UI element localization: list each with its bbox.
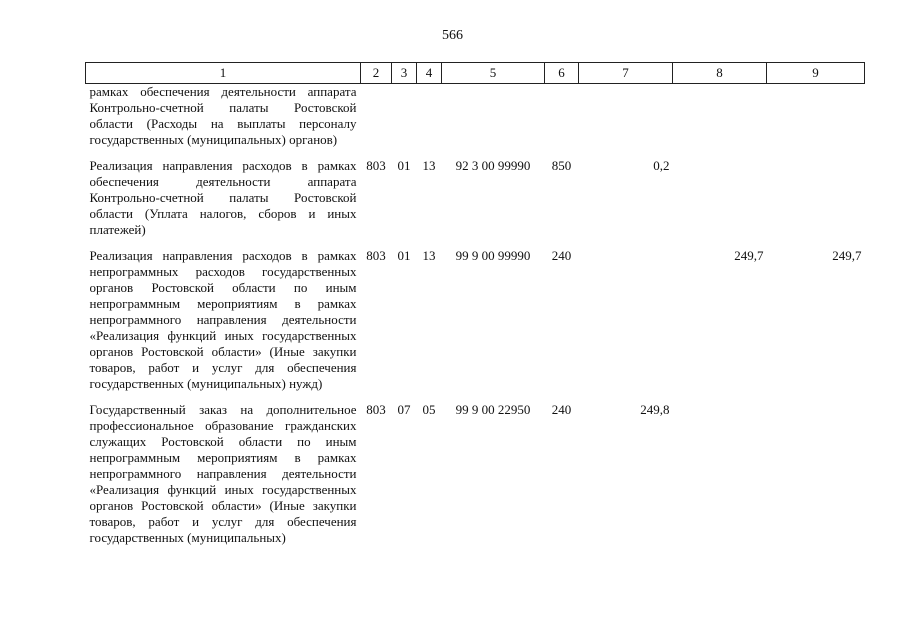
row-col6: 850 [551, 158, 572, 173]
row-col8 [673, 398, 767, 552]
row-col6 [545, 84, 579, 155]
column-header-4: 4 [417, 63, 442, 84]
budget-table [85, 62, 865, 552]
row-col3: 07 [397, 402, 411, 417]
row-col7 [579, 244, 673, 398]
column-header-9: 9 [767, 63, 865, 84]
row-col4: 13 [422, 248, 436, 263]
row-col9 [767, 398, 865, 552]
row-col8 [673, 84, 767, 155]
row-description: рамках обеспечения деятельности аппарата Контрольно-счетной палаты Ростовской области (Расходы на выплаты персоналу государственных (муниципальных) органов) [89, 84, 357, 147]
row-col9: 249,7 [832, 248, 862, 263]
row-col7: 0,2 [653, 158, 670, 173]
column-header-3: 3 [392, 63, 417, 84]
table-row [86, 84, 865, 155]
row-col4: 13 [422, 158, 436, 173]
page-number: 566 [442, 28, 463, 43]
row-col5 [442, 84, 545, 155]
table-row [86, 398, 865, 552]
row-col2: 803 [366, 248, 386, 263]
row-col7 [579, 84, 673, 155]
row-col8: 249,7 [734, 248, 764, 263]
table-row [86, 244, 865, 398]
row-col2: 803 [366, 402, 386, 417]
row-description: Реализация направления расходов в рамках непрограммных расходов государственных органов Ростовской области по иным непрограммным мероприятиям в рамках непрограммного направления деятельности «Реализация функций иных государственных органов Ростовской области» (Иные закупки товаров, работ и услуг для обеспечения государственных (муниципальных) нужд) [89, 248, 357, 391]
row-col5: 99 9 00 22950 [455, 402, 531, 417]
row-col8 [673, 154, 767, 244]
row-description: Государственный заказ на дополнительное профессиональное образование гражданских служащих Ростовской области по иным непрограммным мероприятиям в рамках непрограммного направления деятельности «Реализация функций иных государственных органов Ростовской области» (Иные закупки товаров, работ и услуг для обеспечения государственных (муниципальных) [89, 402, 357, 545]
column-header-8: 8 [673, 63, 767, 84]
column-header-7: 7 [579, 63, 673, 84]
column-header-6: 6 [545, 63, 579, 84]
row-col2: 803 [366, 158, 386, 173]
row-col7: 249,8 [640, 402, 670, 417]
column-header-2: 2 [361, 63, 392, 84]
row-col5: 99 9 00 99990 [455, 248, 531, 263]
row-description: Реализация направления расходов в рамках обеспечения деятельности аппарата Контрольно-счетной палаты Ростовской области (Уплата налогов, сборов и иных платежей) [89, 158, 357, 237]
row-col3: 01 [397, 248, 411, 263]
column-header-5: 5 [442, 63, 545, 84]
row-col2 [361, 84, 392, 155]
row-col6: 240 [551, 402, 572, 417]
row-col4 [417, 84, 442, 155]
column-header-1: 1 [86, 63, 361, 84]
row-col6: 240 [551, 248, 572, 263]
row-col9 [767, 154, 865, 244]
row-col3: 01 [397, 158, 411, 173]
row-col4: 05 [422, 402, 436, 417]
row-col3 [392, 84, 417, 155]
table-row [86, 154, 865, 244]
row-col5: 92 3 00 99990 [455, 158, 531, 173]
row-col9 [767, 84, 865, 155]
table-header-row [86, 63, 865, 84]
